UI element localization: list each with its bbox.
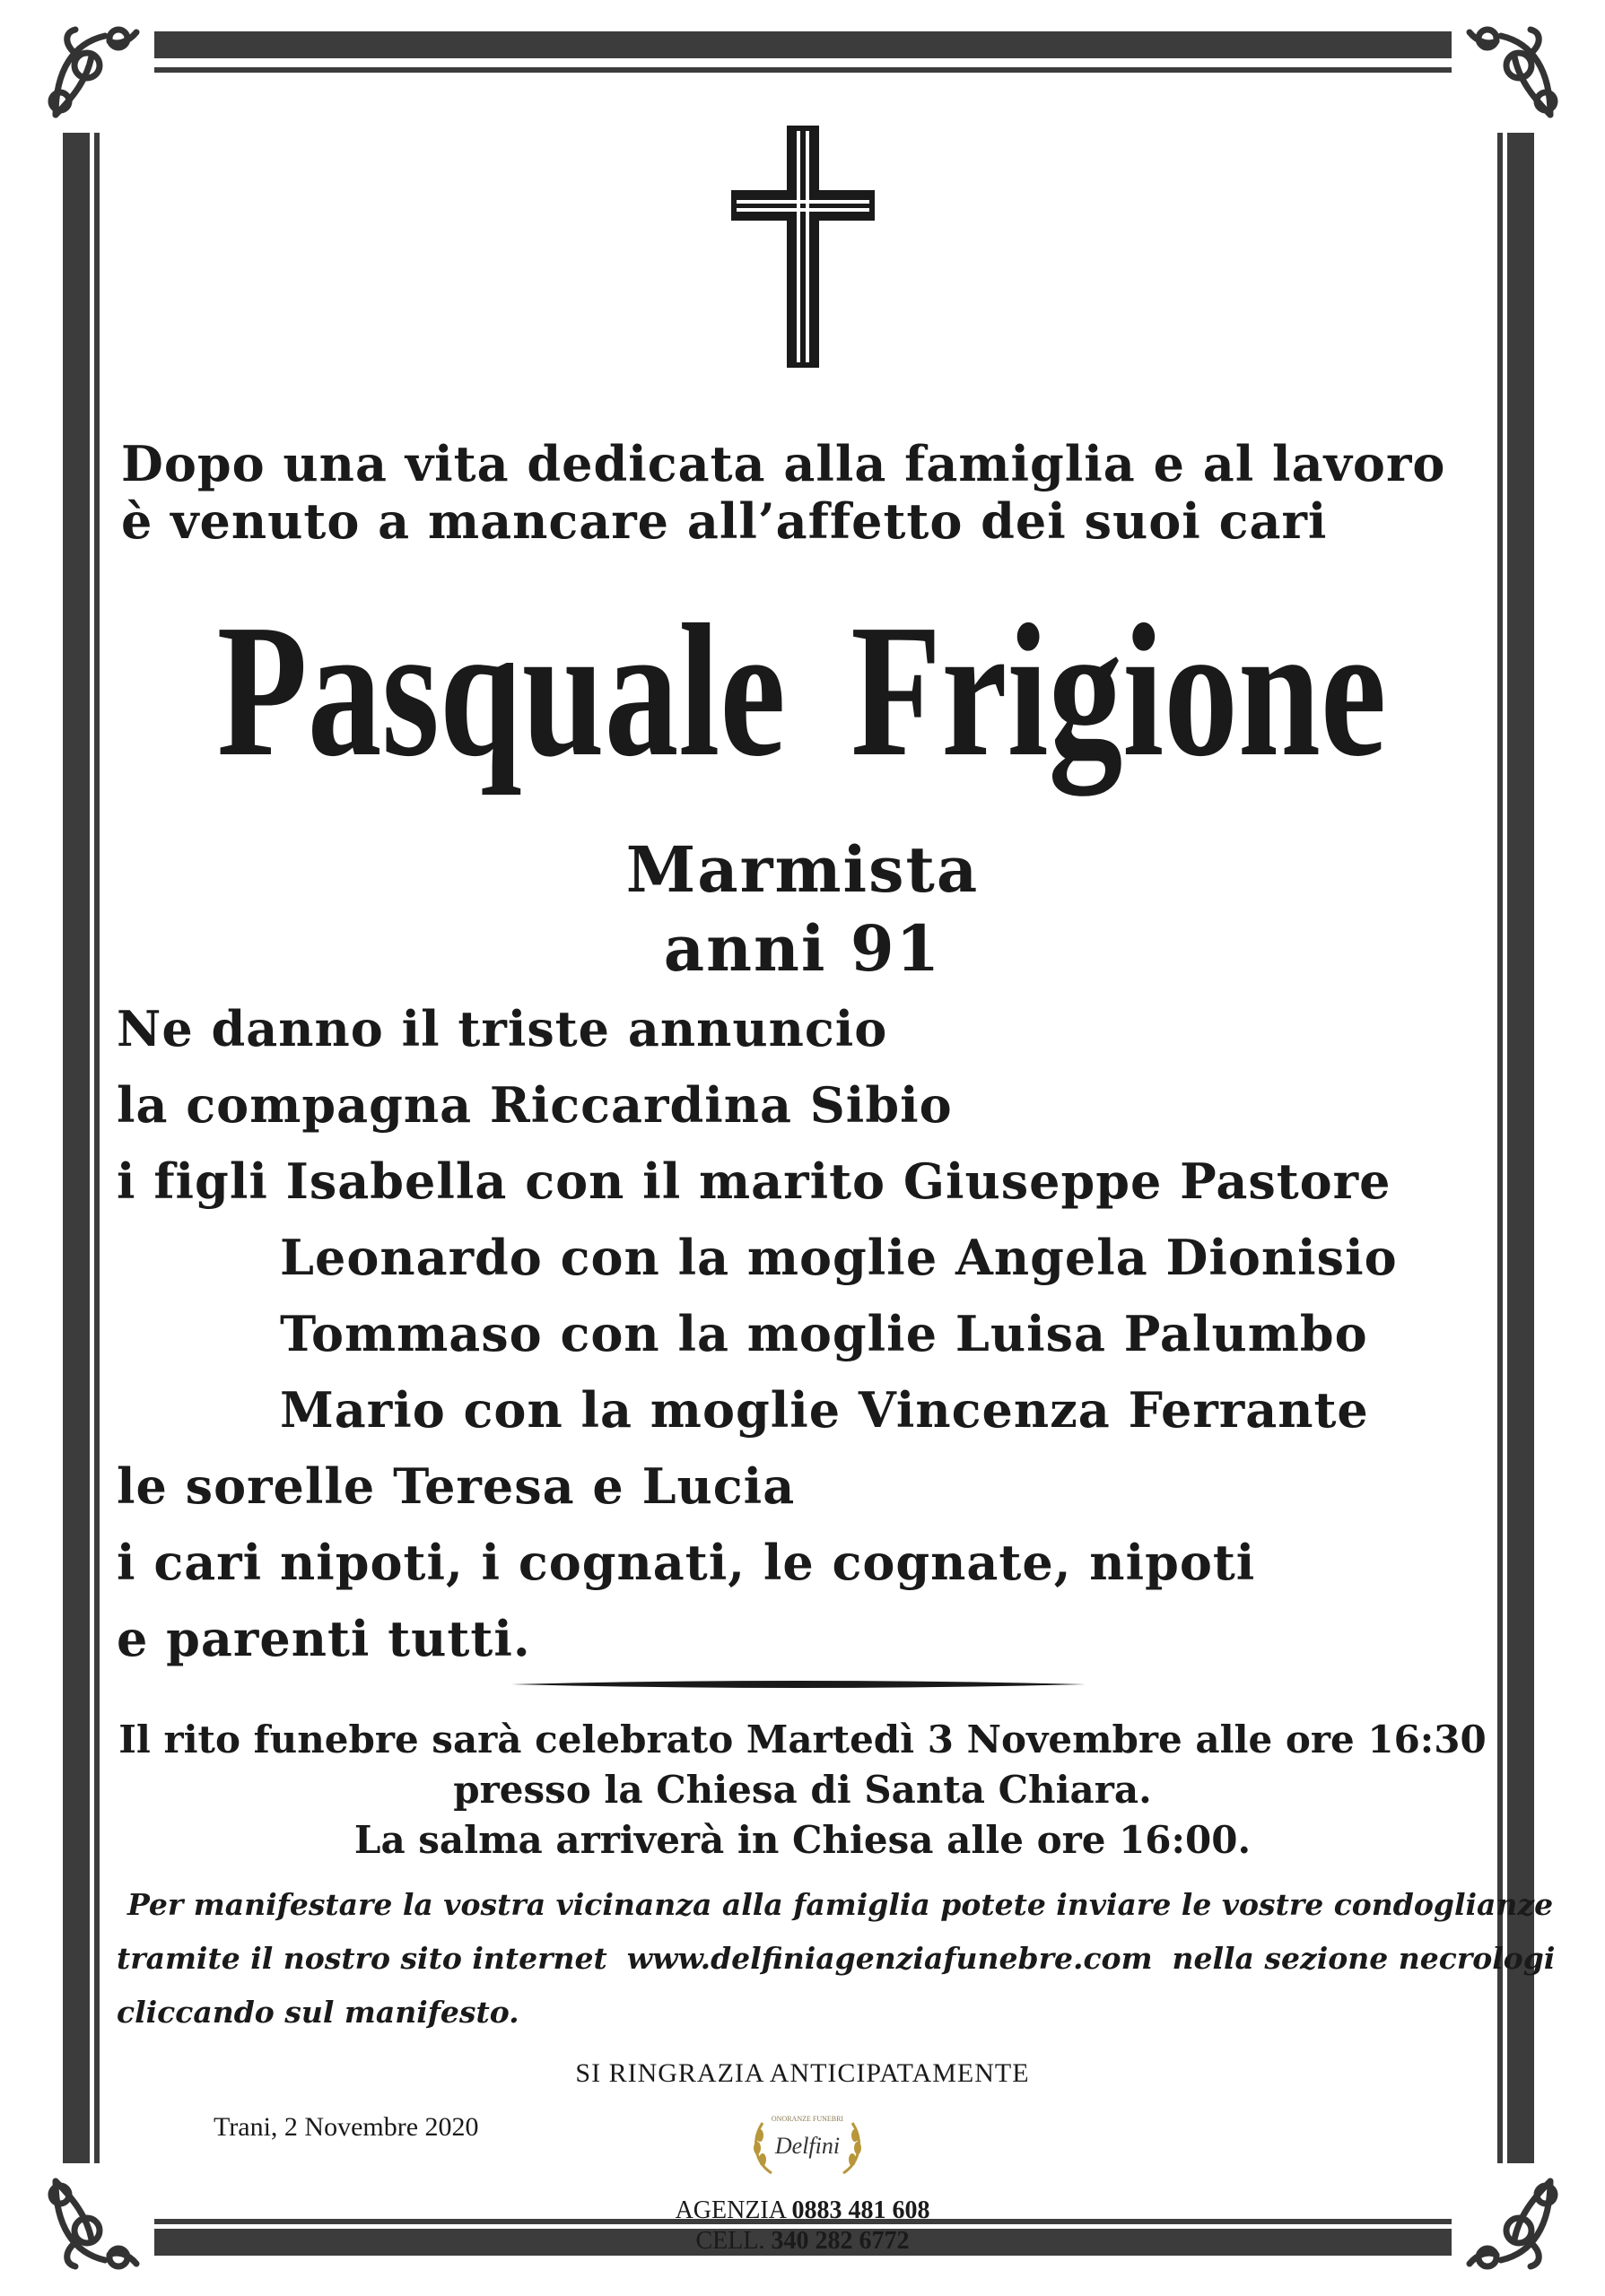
- announcement-line: Leonardo con la moglie Angela Dionisio: [280, 1229, 1398, 1286]
- rite-line: Il rito funebre sarà celebrato Martedì 3 Novembre alle ore 16:30: [118, 1718, 1487, 1761]
- cell-label: CELL.: [695, 2227, 765, 2255]
- place-date: Trani, 2 Novembre 2020: [214, 2112, 479, 2142]
- deceased-name: Pasquale Frigione: [216, 585, 1387, 796]
- intro-line: è venuto a mancare all’affetto dei suoi cari: [121, 492, 1328, 550]
- condolence-line: Per manifestare la vostra vicinanza alla famiglia potete inviare le vostre condoglianze: [127, 1887, 1554, 1922]
- announcement-line: la compagna Riccardina Sibio: [117, 1076, 953, 1134]
- cell-phone: 340 282 6772: [771, 2227, 910, 2255]
- announcement-list: [117, 991, 1480, 1677]
- agency-label: AGENZIA: [675, 2196, 786, 2224]
- ornament-top-right-icon: [1452, 16, 1568, 133]
- agency-phone: 0883 481 608: [791, 2196, 930, 2224]
- announcement-line: Tommaso con la moglie Luisa Palumbo: [280, 1305, 1368, 1362]
- agency-phone-line: [0, 2196, 1605, 2226]
- intro-line: Dopo una vita dedicata alla famiglia e al lavoro: [121, 435, 1446, 492]
- announcement-line: le sorelle Teresa e Lucia: [117, 1457, 796, 1515]
- announcement-line: i cari nipoti, i cognati, le cognate, nipoti: [117, 1534, 1256, 1591]
- condolence-line: [117, 1932, 1556, 1986]
- rite-info: [0, 1715, 1605, 1866]
- logo-top-text: ONORANZE FUNEBRI: [771, 2115, 844, 2123]
- ornament-top-left-icon: [38, 16, 154, 133]
- website-link[interactable]: www.delfiniagenziafunebre.com: [626, 1941, 1153, 1976]
- deceased-profession: Marmista: [625, 832, 980, 907]
- divider: [511, 1675, 1086, 1693]
- announcement-line: e parenti tutti.: [117, 1610, 531, 1667]
- cell-phone-line: [0, 2226, 1605, 2257]
- condolence-note: [117, 1878, 1556, 2039]
- condolence-line: cliccando sul manifesto.: [117, 1995, 519, 2030]
- agency-contacts: [0, 2196, 1605, 2257]
- rite-line: presso la Chiesa di Santa Chiara.: [453, 1768, 1152, 1812]
- announcement-line: i figli Isabella con il marito Giuseppe Pastore: [117, 1152, 1391, 1210]
- announcement-line: Ne danno il triste annuncio: [117, 1000, 888, 1057]
- logo-name: Delfini: [774, 2133, 841, 2159]
- cross-icon: [731, 126, 875, 368]
- agency-logo: [736, 2103, 879, 2184]
- announcement-line: Mario con la moglie Vincenza Ferrante: [280, 1381, 1369, 1439]
- intro-text: [121, 435, 1467, 550]
- deceased-age: anni 91: [663, 911, 942, 986]
- condolence-pre: tramite il nostro sito internet: [117, 1941, 607, 1976]
- thanks-text: SI RINGRAZIA ANTICIPATAMENTE: [575, 2058, 1030, 2088]
- rite-line: La salma arriverà in Chiesa alle ore 16:00.: [353, 1818, 1252, 1862]
- condolence-post: nella sezione necrologi: [1172, 1941, 1556, 1976]
